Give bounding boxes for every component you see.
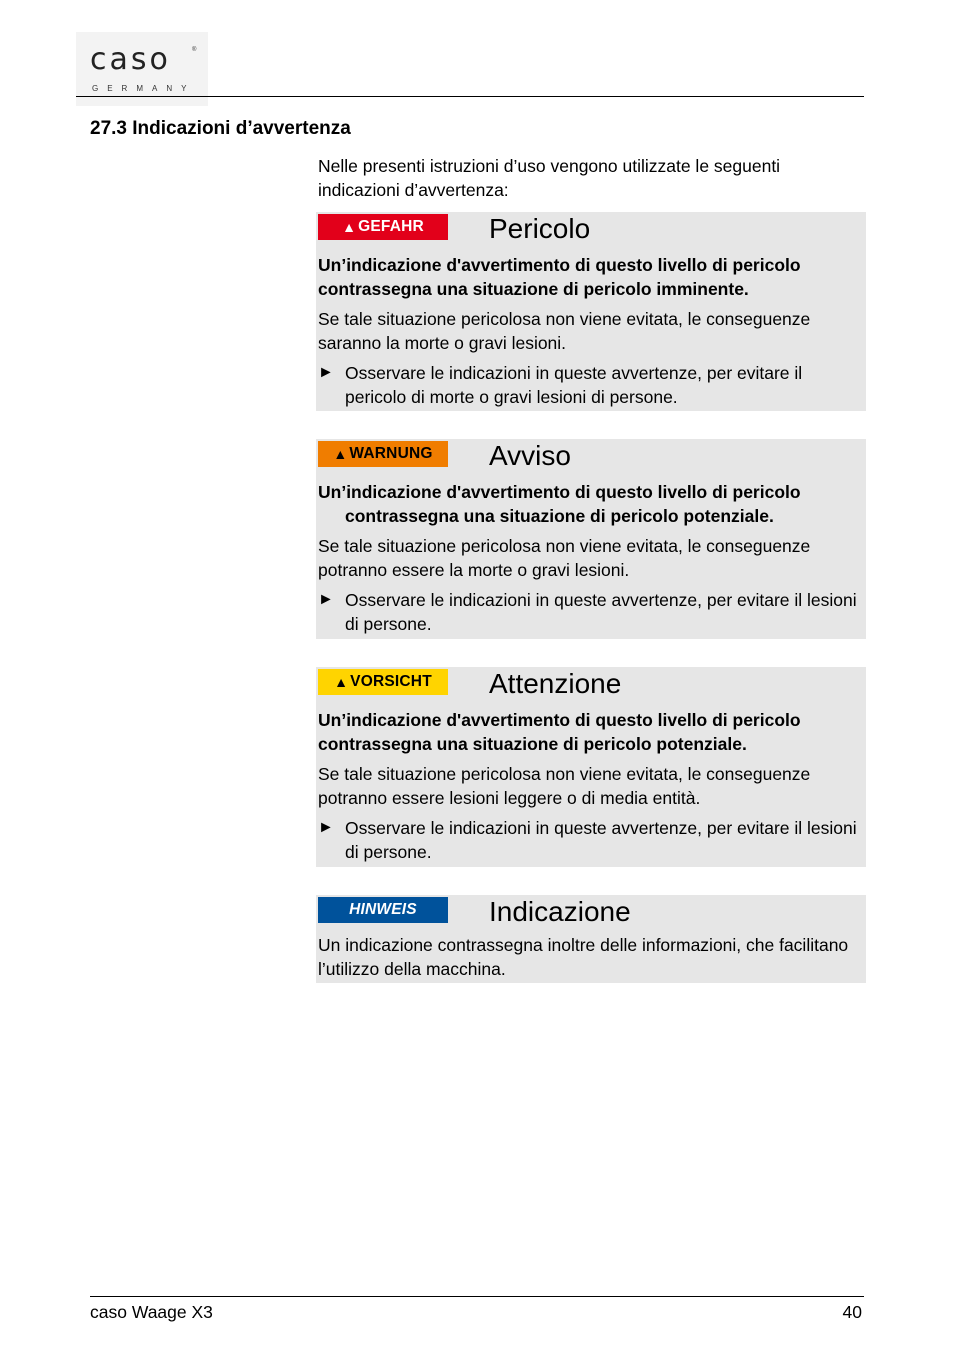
footer-product-name: caso Waage X3 bbox=[90, 1302, 213, 1322]
notice-box bbox=[316, 895, 866, 983]
intro-text: Nelle presenti istruzioni d’uso vengono utilizzate le seguenti indicazioni d’avvertenza: bbox=[318, 156, 781, 200]
logo-registered-mark: ® bbox=[192, 47, 197, 53]
warning-triangle-icon: ▲ bbox=[342, 219, 357, 235]
warning-bold-text: Un’indicazione d'avvertimento di questo livello di pericolo contrassegna una situazione di pericolo potenziale. bbox=[318, 482, 801, 526]
danger-badge-label: GEFAHR bbox=[358, 218, 424, 235]
caution-badge bbox=[318, 669, 448, 695]
warning-box-caution bbox=[316, 667, 866, 867]
danger-title: Pericolo bbox=[489, 213, 591, 244]
caution-bullet-text: Osservare le indicazioni in queste avvertenze, per evitare il lesioni di persone. bbox=[345, 818, 857, 862]
danger-bold-text: Un’indicazione d'avvertimento di questo livello di pericolo contrassegna una situazione di pericolo imminente. bbox=[318, 255, 801, 299]
danger-badge bbox=[318, 214, 448, 240]
notice-title: Indicazione bbox=[489, 896, 631, 927]
bullet-arrow-icon: ► bbox=[318, 591, 334, 608]
warning-badge bbox=[318, 441, 448, 467]
warning-badge-label: WARNUNG bbox=[349, 445, 433, 462]
header-divider bbox=[76, 96, 864, 97]
warning-bullet-text: Osservare le indicazioni in queste avvertenze, per evitare il lesioni di persone. bbox=[345, 590, 857, 634]
page-number: 40 bbox=[842, 1302, 862, 1322]
warning-text: Se tale situazione pericolosa non viene evitata, le conseguenze potranno essere la morte o gravi lesioni. bbox=[318, 536, 811, 580]
notice-text: Un indicazione contrassegna inoltre delle informazioni, che facilitano l’utilizzo della macchina. bbox=[318, 935, 849, 979]
caution-badge-label: VORSICHT bbox=[350, 673, 432, 690]
section-title: 27.3 Indicazioni d’avvertenza bbox=[90, 118, 351, 139]
notice-badge bbox=[318, 897, 448, 923]
warning-bullet bbox=[318, 588, 864, 636]
caution-bullet bbox=[318, 816, 864, 864]
bullet-arrow-icon: ► bbox=[318, 819, 334, 836]
notice-badge-label: HINWEIS bbox=[349, 901, 417, 918]
caution-bold-text: Un’indicazione d'avvertimento di questo livello di pericolo contrassegna una situazione di pericolo potenziale. bbox=[318, 710, 801, 754]
warning-title: Avviso bbox=[489, 440, 571, 471]
logo-subtitle: GERMANY bbox=[92, 84, 196, 93]
warning-box-warning bbox=[316, 439, 866, 639]
warning-box-danger bbox=[316, 212, 866, 411]
bullet-arrow-icon: ► bbox=[318, 364, 334, 381]
caution-text: Se tale situazione pericolosa non viene evitata, le conseguenze potranno essere lesioni leggere o di media entità. bbox=[318, 764, 811, 808]
brand-logo bbox=[76, 32, 208, 106]
warning-triangle-icon: ▲ bbox=[334, 674, 349, 690]
footer-divider bbox=[90, 1296, 864, 1297]
logo-wordmark: caso bbox=[90, 42, 171, 77]
danger-text: Se tale situazione pericolosa non viene evitata, le conseguenze saranno la morte o gravi lesioni. bbox=[318, 309, 811, 353]
danger-bullet bbox=[318, 361, 864, 409]
caution-title: Attenzione bbox=[489, 668, 622, 699]
warning-triangle-icon: ▲ bbox=[333, 446, 348, 462]
danger-bullet-text: Osservare le indicazioni in queste avvertenze, per evitare il pericolo di morte o gravi lesioni di persone. bbox=[345, 363, 803, 407]
